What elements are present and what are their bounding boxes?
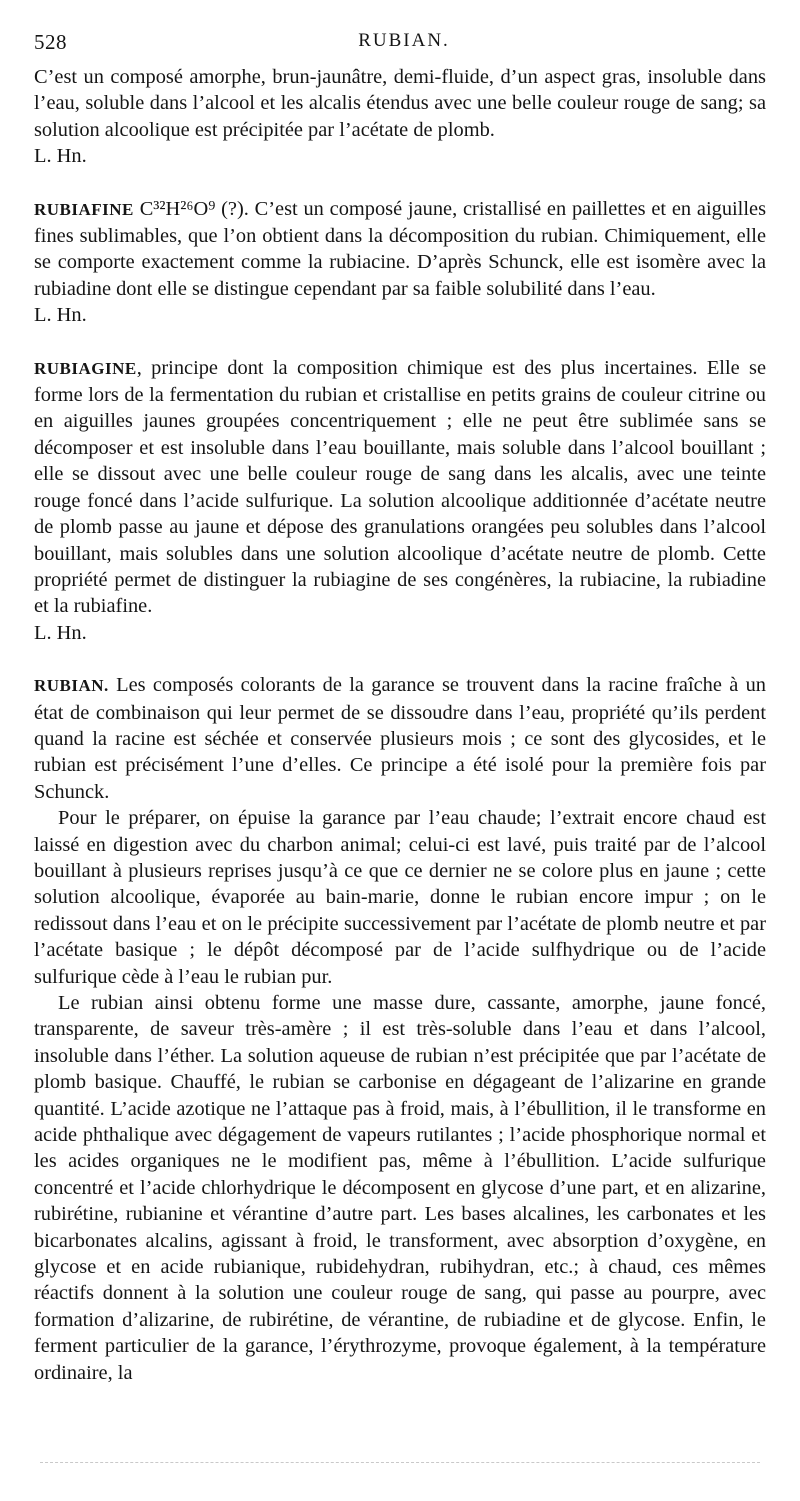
running-title: RUBIAN.: [358, 30, 450, 51]
page-number: 528: [34, 30, 67, 54]
page-header: [34, 30, 774, 60]
author-signature: L. Hn.: [34, 304, 87, 327]
entry-text: , principe dont la composition chimique est des plus incertaines. Elle se forme lors de la fermentation du rubian et cristallise en petits grains de couleur citrine ou en aiguilles jaunes groupées concentriquement ; elle ne peut être sublimée sans se décomposer et est insoluble dans l’eau bouillante, mais soluble dans l’alcool bouillant ; elle se dissout avec une belle couleur rouge de sang dans les alcalis, avec une teinte rouge foncé dans l’acide sulfurique. La solution alcoolique additionnée d’acétate neutre de plomb passe au jaune et dépose des granulations orangées peu solubles dans l’alcool bouillant, mais solubles dans une solution alcoolique d’acétate neutre de plomb. Cette propriété permet de distinguer la rubiagine de ses congénères, la rubiacine, la rubiadine et la rubiafine.: [34, 356, 766, 618]
entry-text: C³²H²⁶O⁹ (?). C’est un composé jaune, cristallisé en paillettes et en aiguilles fines sublimables, que l’on obtient dans la décomposition du rubian. Chimiquement, elle se comporte exactement comme la rubiacine. D’après Schunck, elle est isomère avec la rubiadine dont elle se distingue cependant par sa faible solubilité dans l’eau.: [34, 197, 766, 300]
intro-paragraph: C’est un composé amorphe, brun-jaunâtre, demi-fluide, d’un aspect gras, insoluble dans l’eau, soluble dans l’alcool et les alcalis étendus avec une belle couleur rouge de sang; sa solution alcoolique est précipitée par l’acétate de plomb.: [34, 66, 766, 141]
footer-rule: [40, 1462, 760, 1463]
author-signature: L. Hn.: [34, 145, 87, 168]
text-column: [34, 64, 766, 1386]
entry-headword: RUBIAGINE: [34, 358, 137, 378]
body-paragraph: Pour le préparer, on épuise la garance par l’eau chaude; l’extrait encore chaud est laissé en digestion avec du charbon animal; celui-ci est lavé, puis traité par de l’alcool bouillant à plusieurs reprises jusqu’à ce que ce dernier ne se colore plus en jaune ; cette solution alcoolique, évaporée au bain-marie, donne le rubian encore impur ; on le redissout dans l’eau et on le précipite successivement par l’acétate de plomb neutre et par l’acétate basique ; le dépôt décomposé par de l’acide sulfhydrique ou de l’acide sulfurique cède à l’eau le rubian pur.: [34, 807, 766, 988]
entry-rubiafine: [34, 196, 766, 303]
entry-text: Les composés colorants de la garance se trouvent dans la racine fraîche à un état de combinaison qui leur permet de se dissoudre dans l’eau, propriété qu’ils perdent quand la racine est séchée et conservée plusieurs mois ; ce sont des glycosides, et le rubian est précisément l’une d’elles. Ce principe a été isolé pour la première fois par Schunck.: [34, 674, 766, 803]
entry-headword: RUBIAFINE: [34, 199, 134, 219]
body-paragraph: Le rubian ainsi obtenu forme une masse dure, cassante, amorphe, jaune foncé, transparente, de saveur très-amère ; il est très-soluble dans l’eau et dans l’alcool, insoluble dans l’éther. La solution aqueuse de rubian n’est précipitée que par l’acétate de plomb basique. Chauffé, le rubian se carbonise en dégageant de l’alizarine en grande quantité. L’acide azotique ne l’attaque pas à froid, mais, à l’ébullition, il le transforme en acide phthalique avec dégagement de vapeurs rutilantes ; l’acide phosphorique normal et les acides organiques ne le modifient pas, même à l’ébullition. L’acide sulfurique concentré et l’acide chlorhydrique le décomposent en glycose d’une part, et en alizarine, rubirétine, rubianine et vérantine d’autre part. Les bases alcalines, les carbonates et les bicarbonates alcalins, agissant à froid, le transforment, avec absorption d’oxygène, en glycose et en acide rubianique, rubidehydran, rubihydran, etc.; à chaud, ces mêmes réactifs donnent à la solution une couleur rouge de sang, qui passe au pourpre, avec formation d’alizarine, de rubirétine, de vérantine, de rubiadine et de glycose. Enfin, le ferment particulier de la garance, l’érythrozyme, provoque également, à la température ordinaire, la: [34, 992, 766, 1384]
entry-rubian: [34, 672, 766, 805]
entry-rubiagine: [34, 355, 766, 620]
entry-headword: RUBIAN.: [34, 676, 109, 696]
author-signature: L. Hn.: [34, 621, 87, 644]
